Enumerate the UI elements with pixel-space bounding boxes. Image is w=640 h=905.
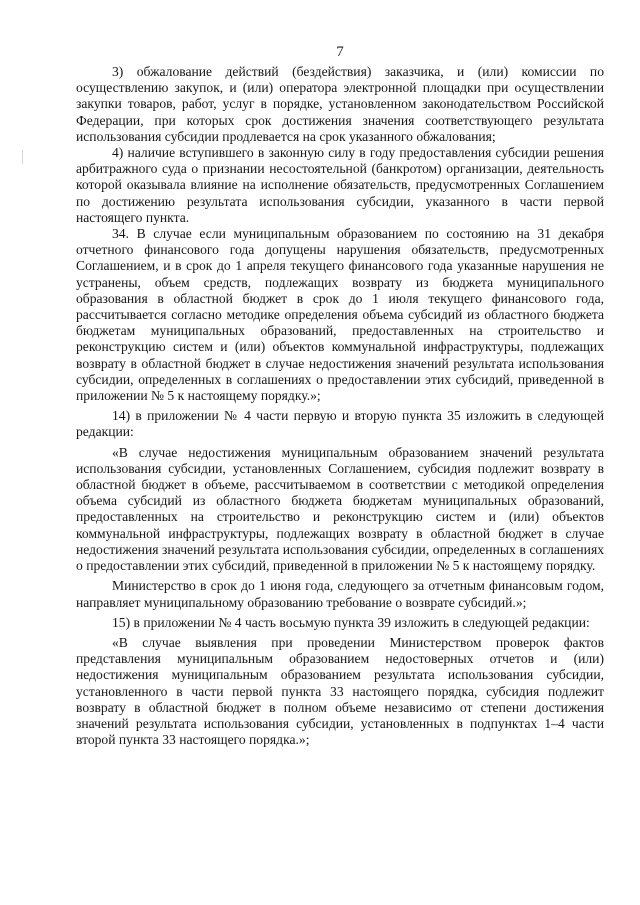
paragraph-amendment-15: 15) в приложении № 4 часть восьмую пункта 39 изложить в следующей редакции: bbox=[112, 614, 590, 630]
paragraph-bankruptcy-decision: 4) наличие вступившего в законную силу в году предоставления субсидии решения арбитражного суда о признании несостоятельной (банкротом) организации, деятельность которой оказывала влияние на исполнение обязательств, предусмотренных Соглашением по достижению результата использования субсидии, указанного в части первой настоящего пункта. bbox=[76, 145, 604, 225]
page-number: 7 bbox=[336, 44, 344, 60]
paragraph-ministry-deadline: Министерство в срок до 1 июня года, следующего за отчетным финансовым годом, направляет муниципальному образованию требование о возврате субсидий.»; bbox=[76, 578, 604, 610]
scan-margin-mark bbox=[22, 150, 23, 164]
paragraph-quote-return-subsidy: «В случае недостижения муниципальным образованием значений результата использования субсидии, установленных Соглашением, субсидия подлежит возврату в областной бюджет в объеме, рассчитываемом в соответствии с методикой определения объема субсидий из областного бюджета бюджетам муниципальных образований, предоставленных на строительство и реконструкцию систем и (или) объектов коммунальной инфраструктуры, подлежащих возврату в областной бюджет в случае недостижения значений результата использования субсидии, определенных в соглашениях о предоставлении этих субсидий, приведенной в приложении № 5 к настоящему порядку. bbox=[76, 444, 604, 574]
paragraph-quote-inspection: «В случае выявления при проведении Министерством проверок фактов представления муниципальным образованием недостоверных отчетов и (или) недостижения муниципальным образованием результата использования субсидии, установленного в части первой пункта 33 настоящего порядка, субсидия подлежит возврату в областной бюджет в полном объеме независимо от степени достижения значений результата использования субсидии, установленных в подпунктах 1–4 части второй пункта 33 настоящего порядка.»; bbox=[76, 634, 604, 748]
document-body bbox=[76, 64, 604, 748]
paragraph-appeal-procurement: 3) обжалование действий (бездействия) заказчика, и (или) комиссии по осуществлению закупок, и (или) оператора электронной площадки при осуществлении закупки товаров, работ, услуг в порядке, установленном законодательством Российской Федерации, при которых срок достижения значения соответствующего результата использования субсидии продлевается на срок указанного обжалования; bbox=[76, 64, 604, 144]
paragraph-amendment-14: 14) в приложении № 4 части первую и вторую пункта 35 изложить в следующей редакции: bbox=[76, 408, 604, 440]
paragraph-item-34: 34. В случае если муниципальным образованием по состоянию на 31 декабря отчетного финансового года допущены нарушения обязательств, предусмотренных Соглашением, и в срок до 1 апреля текущего финансового года указанные нарушения не устранены, объем средств, подлежащих возврату из бюджета муниципального образования в областной бюджет в срок до 1 июля текущего финансового года, рассчитывается согласно методике определения объема субсидий из областного бюджета бюджетам муниципальных образований, предоставленных на строительство и реконструкцию систем и (или) объектов коммунальной инфраструктуры, подлежащих возврату в областной бюджет в случае недостижения значений результата использования субсидии, определенных в соглашениях о предоставлении этих субсидий, приведенной в приложении № 5 к настоящему порядку.»; bbox=[76, 226, 604, 404]
